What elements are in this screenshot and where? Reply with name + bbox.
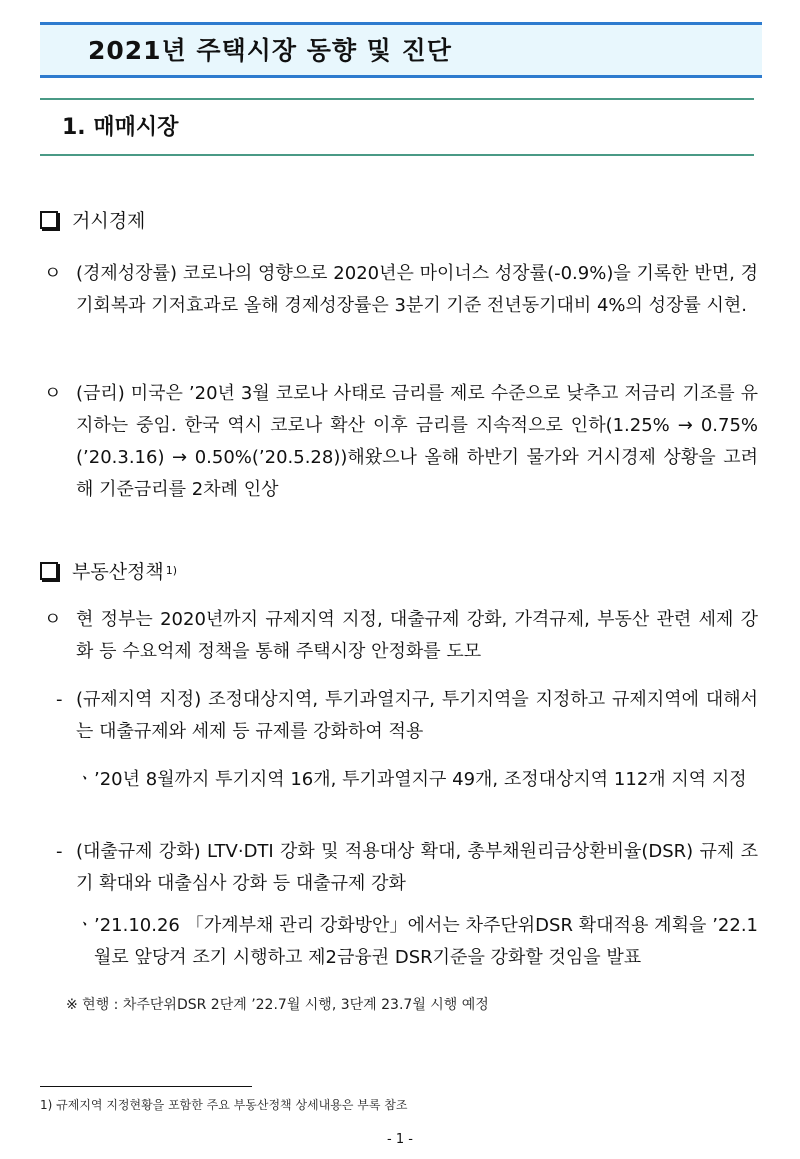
document-title: 2021년 주택시장 동향 및 진단 xyxy=(88,36,452,65)
macro-heading-text: 거시경제 xyxy=(72,210,146,232)
policy-heading xyxy=(40,557,177,584)
checkbox-square-icon xyxy=(40,211,58,229)
footnote-ref: 1) xyxy=(165,564,178,577)
note-text: ※ 현행 : 차주단위DSR 2단계 ’22.7월 시행, 3단계 23.7월 시행 예정 xyxy=(66,997,489,1013)
bullet-marker: ㅇ xyxy=(44,263,62,284)
macro-heading xyxy=(40,206,145,233)
footnote-text: 1) 규제지역 지정현황을 포함한 주요 부동산정책 상세내용은 부록 참조 xyxy=(40,1098,408,1112)
dot-marker: ㆍ xyxy=(76,915,94,936)
policy-overview-paragraph: 현 정부는 2020년까지 규제지역 지정, 대출규제 강화, 가격규제, 부동산 관련 세제 강화 등 수요억제 정책을 통해 주택시장 안정화를 도모 xyxy=(76,609,758,662)
checkbox-square-icon xyxy=(40,562,58,580)
dot-marker: ㆍ xyxy=(76,769,94,790)
footnote-divider xyxy=(40,1086,252,1087)
regulated-area-detail: ’20년 8월까지 투기지역 16개, 투기과열지구 49개, 조정대상지역 112개 지역 지정 xyxy=(94,769,747,790)
interest-rate-paragraph: (금리) 미국은 ’20년 3월 코로나 사태로 금리를 제로 수준으로 낮추고 저금리 기조를 유지하는 중임. 한국 역시 코로나 확산 이후 금리를 지속적으로 인하(1.25% → 0.75%(’20.3.16) → 0.50%(’20.5.28))해왔으나 올해 하반기 물가와 거시경제 상황을 고려해 기준금리를 2차례 인상 xyxy=(76,383,758,500)
regulated-area-paragraph: (규제지역 지정) 조정대상지역, 투기과열지구, 투기지역을 지정하고 규제지역에 대해서는 대출규제와 세제 등 규제를 강화하여 적용 xyxy=(76,689,758,742)
loan-regulation-detail: ’21.10.26 「가계부채 관리 강화방안」에서는 차주단위DSR 확대적용 계획을 ’22.1월로 앞당겨 조기 시행하고 제2금융권 DSR기준을 강화할 것임을 발표 xyxy=(94,915,758,968)
gdp-growth-paragraph: (경제성장률) 코로나의 영향으로 2020년은 마이너스 성장률(-0.9%)을 기록한 반면, 경기회복과 기저효과로 올해 경제성장률은 3분기 기준 전년동기대비 4%의 성장률 시현. xyxy=(76,263,758,316)
section-title: 1. 매매시장 xyxy=(62,115,179,140)
loan-regulation-paragraph: (대출규제 강화) LTV·DTI 강화 및 적용대상 확대, 총부채원리금상환비율(DSR) 규제 조기 확대와 대출심사 강화 등 대출규제 강화 xyxy=(76,841,758,894)
bullet-marker: ㅇ xyxy=(44,383,62,404)
document-title-bar xyxy=(40,22,762,78)
dash-marker: - xyxy=(56,841,63,862)
section-title-bar xyxy=(40,98,754,156)
page-number: - 1 - xyxy=(387,1132,413,1147)
bullet-marker: ㅇ xyxy=(44,609,62,630)
dash-marker: - xyxy=(56,689,63,710)
policy-heading-text: 부동산정책 xyxy=(72,561,164,583)
